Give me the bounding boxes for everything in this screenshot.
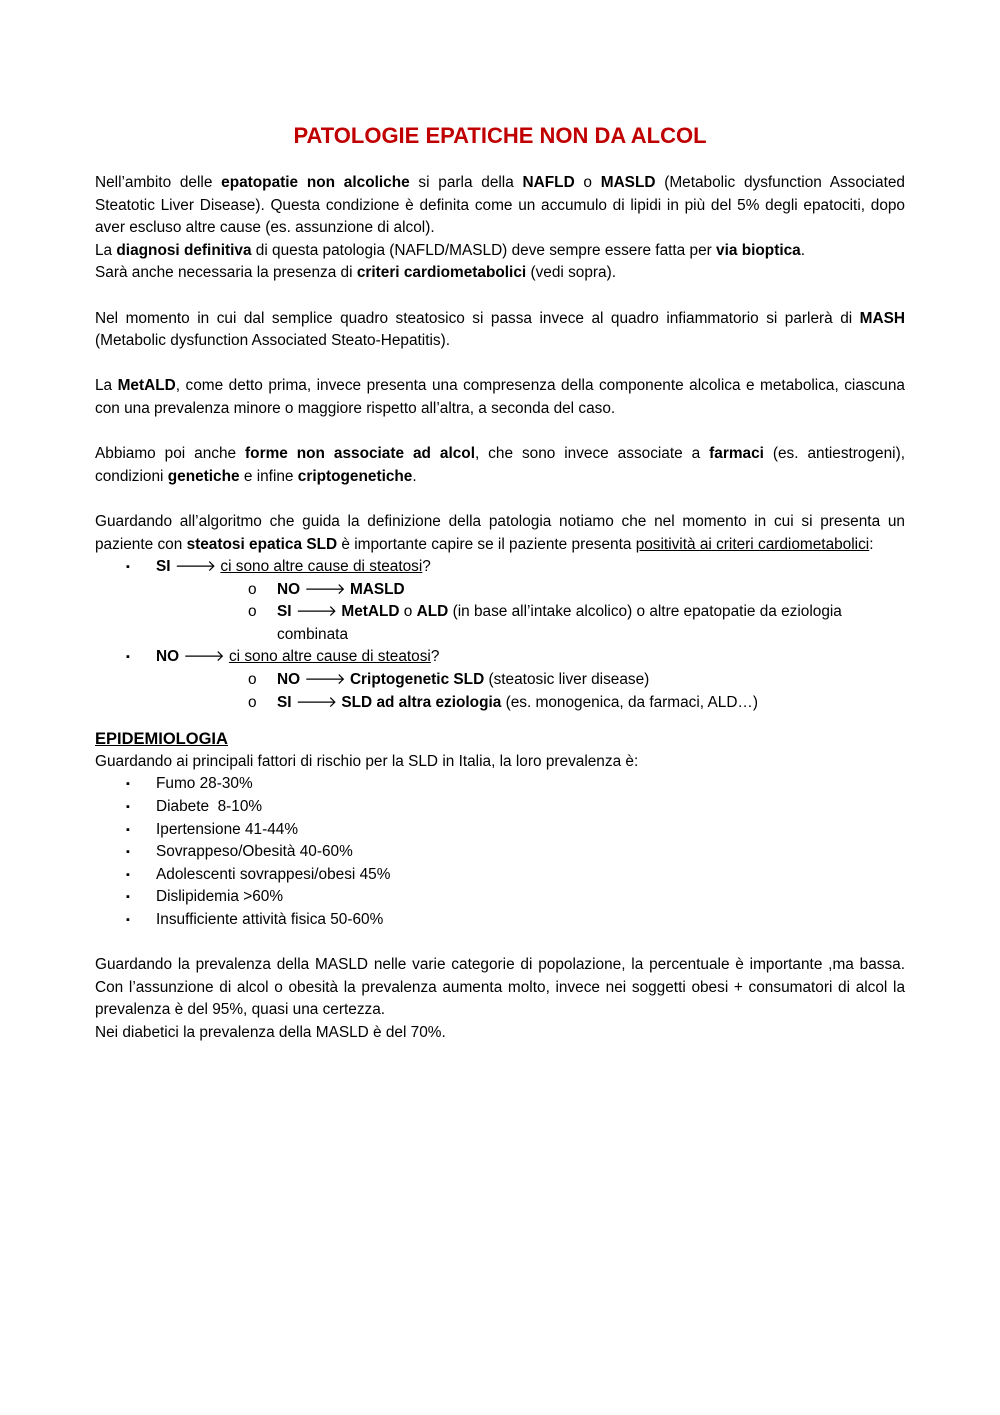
- list-item: ▪ Insufficiente attività fisica 50-60%: [95, 909, 905, 932]
- square-bullet-icon: ▪: [126, 778, 130, 791]
- tree-branch-no: ▪ NO 🡒 ci sono altre cause di steatosi? o NO 🡒 Criptogenetic SLD (steatosic liver disease) o SI 🡒 SLD ad altra eziologia (es. monogenica, da farmaci, ALD…): [95, 646, 905, 714]
- paragraph-epidemiologia-intro: Guardando ai principali fattori di rischio per la SLD in Italia, la loro prevalenza è:: [95, 752, 639, 770]
- tree-leaf-no-si: o SI 🡒 SLD ad altra eziologia (es. monogenica, da farmaci, ALD…): [156, 692, 905, 715]
- square-bullet-icon: ▪: [126, 914, 130, 926]
- paragraph-algoritmo: Guardando all’algoritmo che guida la definizione della patologia notiamo che nel momento in cui si presenta un paziente con steatosi epatica SLD è importante capire se il paziente presenta positività ai criteri cardiometabolici:: [95, 512, 905, 553]
- paragraph-prevalenza: Guardando la prevalenza della MASLD nelle varie categorie di popolazione, la percentuale è importante ,ma bassa. Con l’assunzione di alcol o obesità la prevalenza aumenta molto, invece nei soggetti obesi + consumatori di alcol la prevalenza è del 95%, quasi una certezza.: [95, 956, 905, 1019]
- arrow-icon: 🡒: [174, 558, 217, 576]
- circle-bullet-icon: o: [248, 693, 257, 711]
- algorithm-tree: [95, 556, 905, 714]
- list-item: ▪ Ipertensione 41-44%: [95, 819, 905, 842]
- square-bullet-icon: ▪: [126, 823, 130, 836]
- arrow-icon: 🡒: [304, 580, 346, 598]
- paragraph-criteri: Sarà anche necessaria la presenza di criteri cardiometabolici (vedi sopra).: [95, 264, 616, 282]
- risk-factor-list: [95, 773, 905, 931]
- arrow-icon: 🡒: [183, 648, 225, 666]
- paragraph-metald: La MetALD, come detto prima, invece presenta una compresenza della componente alcolica e metabolica, ciascuna con una prevalenza minore o maggiore rispetto all’altra, a seconda del caso.: [95, 377, 905, 417]
- square-bullet-icon: ▪: [126, 868, 130, 881]
- circle-bullet-icon: o: [248, 603, 257, 621]
- tree-leaf-no-no: o NO 🡒 Criptogenetic SLD (steatosic liver disease): [156, 669, 905, 692]
- tree-leaf-si-si: o SI 🡒 MetALD o ALD (in base all’intake alcolico) o altre epatopatie da eziologia combinata: [248, 603, 842, 643]
- paragraph-diagnosi: La diagnosi definitiva di questa patologia (NAFLD/MASLD) deve sempre essere fatta per via bioptica.: [95, 241, 805, 259]
- list-item: ▪ Diabete 8-10%: [95, 796, 905, 819]
- list-item: ▪ Fumo 28-30%: [95, 773, 905, 796]
- tree-leaf-si-no: o NO 🡒 MASLD: [156, 579, 905, 602]
- list-item: ▪ Dislipidemia >60%: [95, 886, 905, 909]
- square-bullet-icon: ▪: [126, 891, 130, 904]
- paragraph-forme: Abbiamo poi anche forme non associate ad alcol, che sono invece associate a farmaci (es. antiestrogeni), condizioni genetiche e infine criptogenetiche.: [95, 445, 905, 485]
- section-heading-epidemiologia: EPIDEMIOLOGIA: [95, 730, 228, 749]
- tree-branch-si: ▪ SI 🡒 ci sono altre cause di steatosi? o NO 🡒 MASLD o SI 🡒 MetALD o ALD (in base all’intake alcolico) o altre epatopatie da eziologia combinata: [95, 556, 905, 646]
- square-bullet-icon: ▪: [126, 801, 130, 814]
- list-item: ▪ Sovrappeso/Obesità 40-60%: [95, 841, 905, 864]
- arrow-icon: 🡒: [304, 671, 346, 689]
- paragraph-mash: Nel momento in cui dal semplice quadro steatosico si passa invece al quadro infiammatorio si parlerà di MASH (Metabolic dysfunction Associated Steato-Hepatitis).: [95, 309, 905, 350]
- paragraph-diabetici: Nei diabetici la prevalenza della MASLD è del 70%.: [95, 1023, 446, 1041]
- list-item: ▪ Adolescenti sovrappesi/obesi 45%: [95, 864, 905, 887]
- square-bullet-icon: ▪: [126, 846, 130, 859]
- circle-bullet-icon: o: [248, 671, 257, 689]
- square-bullet-icon: ▪: [126, 561, 130, 574]
- arrow-icon: 🡒: [295, 693, 338, 711]
- arrow-icon: 🡒: [295, 603, 338, 621]
- square-bullet-icon: ▪: [126, 651, 130, 664]
- page-title: PATOLOGIE EPATICHE NON DA ALCOL: [293, 123, 707, 148]
- paragraph-intro: Nell’ambito delle epatopatie non alcoliche si parla della NAFLD o MASLD (Metabolic dysfunction Associated Steatotic Liver Disease). Questa condizione è definita come un accumulo di lipidi in più del 5% degli epatociti, dopo aver escluso altre cause (es. assunzione di alcol).: [95, 174, 905, 237]
- circle-bullet-icon: o: [248, 580, 257, 598]
